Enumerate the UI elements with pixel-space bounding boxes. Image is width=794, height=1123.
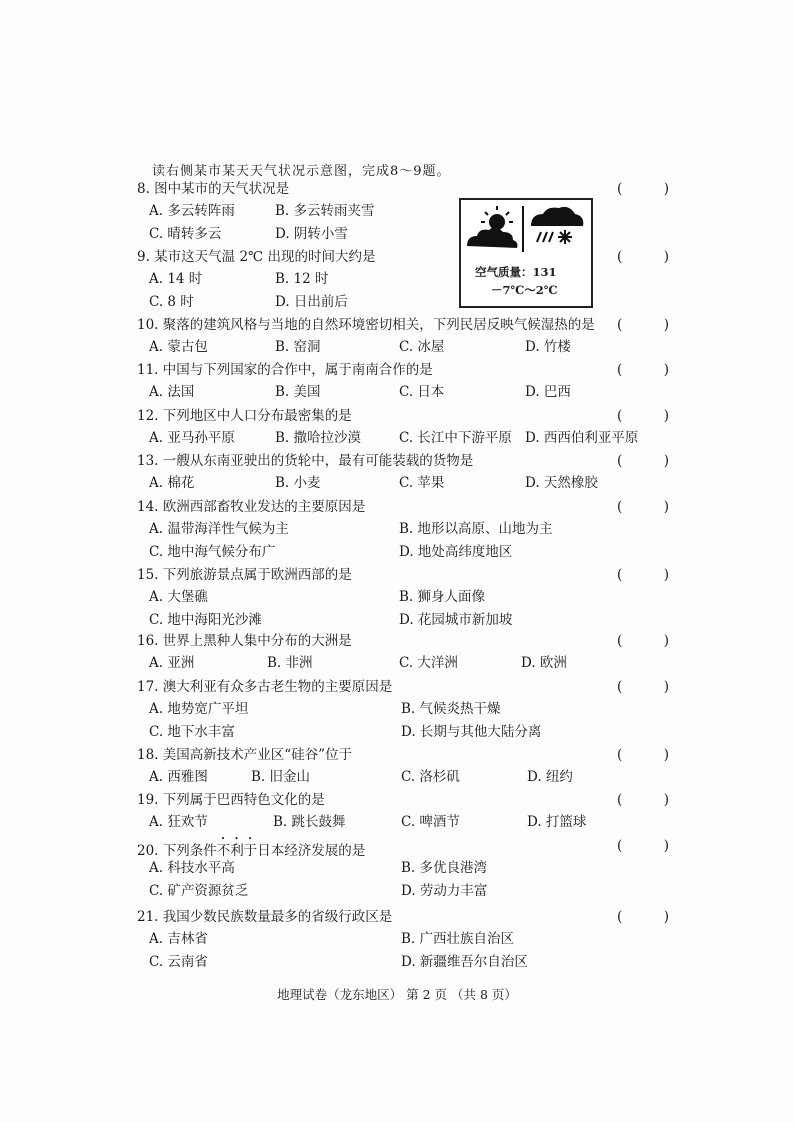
option-d: D. 天然橡胶 (525, 475, 598, 491)
answer-blank: ( ) (617, 408, 669, 424)
option-b: B. 地形以高原、山地为主 (399, 521, 553, 537)
option-c: C. 冰屋 (399, 339, 445, 355)
option-c: C. 晴转多云 (149, 226, 222, 242)
air-quality-label: 空气质量：131 (475, 265, 557, 279)
option-c: C. 云南省 (149, 954, 208, 970)
option-a: A. 亚马孙平原 (149, 430, 235, 446)
option-d: D. 劳动力丰富 (401, 883, 488, 899)
page-footer: 地理试卷（龙东地区） 第 2 页 （共 8 页） (277, 987, 517, 1002)
option-a: A. 棉花 (149, 475, 195, 491)
option-c: C. 长江中下游平原 (399, 430, 512, 446)
option-b: B. 非洲 (267, 655, 313, 671)
question-stem: 21. 我国少数民族数量最多的省级行政区是 (137, 909, 393, 925)
option-a: A. 大堡礁 (149, 589, 208, 605)
answer-blank: ( ) (617, 838, 669, 854)
option-b: B. 旧金山 (251, 769, 311, 785)
option-b: B. 12 时 (275, 271, 329, 287)
option-d: D. 纽约 (527, 769, 573, 785)
question-stem-post: 日本经济发展的是 (257, 843, 366, 859)
option-c: C. 地中海阳光沙滩 (149, 612, 262, 628)
option-a: A. 吉林省 (149, 931, 208, 947)
option-d: D. 日出前后 (275, 294, 348, 310)
answer-blank: ( ) (617, 633, 669, 649)
question-9 (137, 246, 677, 314)
answer-blank: ( ) (617, 909, 669, 925)
question-19 (137, 789, 677, 834)
option-b: B. 撒哈拉沙漠 (275, 430, 362, 446)
option-c: C. 地下水丰富 (149, 724, 235, 740)
question-20 (137, 835, 677, 903)
option-b: B. 跳长鼓舞 (273, 814, 346, 830)
option-b: B. 气候炎热干燥 (401, 701, 501, 717)
question-13 (137, 450, 677, 495)
question-stem: 18. 美国高新技术产业区“硅谷”位于 (137, 747, 353, 763)
question-stem: 13. 一艘从东南亚驶出的货轮中，最有可能装载的货物是 (137, 453, 474, 469)
option-d: D. 竹楼 (525, 339, 571, 355)
emphasized-words: 不利于 (216, 843, 258, 859)
option-d: D. 地处高纬度地区 (399, 544, 513, 560)
question-12 (137, 405, 677, 450)
question-stem: 19. 下列属于巴西特色文化的是 (137, 792, 325, 808)
option-a: A. 多云转阵雨 (149, 203, 235, 219)
option-d: D. 西西伯利亚平原 (525, 430, 639, 446)
question-15 (137, 564, 677, 632)
question-stem: 9. 某市这天气温 2℃ 出现的时间大约是 (137, 249, 376, 265)
option-c: C. 大洋洲 (399, 655, 458, 671)
question-stem: 15. 下列旅游景点属于欧洲西部的是 (137, 567, 352, 583)
option-a: A. 狂欢节 (149, 814, 208, 830)
option-c: C. 啤酒节 (401, 814, 460, 830)
question-11 (137, 359, 677, 404)
option-c: C. 洛杉矶 (401, 769, 460, 785)
option-b: B. 广西壮族自治区 (401, 931, 515, 947)
question-stem: 12. 下列地区中人口分布最密集的是 (137, 408, 352, 424)
option-b: B. 美国 (275, 384, 321, 400)
question-16 (137, 630, 677, 675)
option-d: D. 欧洲 (521, 655, 567, 671)
question-8 (137, 178, 677, 246)
option-d: D. 阴转小雪 (275, 226, 348, 242)
answer-blank: ( ) (617, 362, 669, 378)
question-18 (137, 744, 677, 789)
option-c: C. 日本 (399, 384, 445, 400)
option-b: B. 狮身人面像 (399, 589, 486, 605)
question-17 (137, 676, 677, 744)
option-c: C. 矿产资源贫乏 (149, 883, 249, 899)
option-a: A. 温带海洋性气候为主 (149, 521, 289, 537)
question-stem: 8. 图中某市的天气状况是 (137, 181, 290, 197)
intro-text: 读右侧某市某天天气状况示意图，完成8～9题。 (152, 164, 451, 179)
option-b: B. 多优良港湾 (401, 860, 488, 876)
option-a: A. 亚洲 (149, 655, 195, 671)
answer-blank: ( ) (617, 181, 669, 197)
option-c: C. 苹果 (399, 475, 445, 491)
question-14 (137, 496, 677, 564)
option-a: A. 科技水平高 (149, 860, 235, 876)
question-stem-pre: 20. 下列条件 (137, 843, 217, 859)
question-stem: 17. 澳大利亚有众多古老生物的主要原因是 (137, 679, 393, 695)
question-21 (137, 906, 677, 974)
option-b: B. 小麦 (275, 475, 321, 491)
option-d: D. 长期与其他大陆分离 (401, 724, 542, 740)
temperature-range: －7℃～2℃ (491, 283, 558, 297)
answer-blank: ( ) (617, 567, 669, 583)
option-a: A. 蒙古包 (149, 339, 208, 355)
option-b: B. 多云转雨夹雪 (275, 203, 375, 219)
option-d: D. 打篮球 (527, 814, 587, 830)
option-d: D. 巴西 (525, 384, 571, 400)
option-a: A. 地势宽广平坦 (149, 701, 249, 717)
answer-blank: ( ) (617, 747, 669, 763)
answer-blank: ( ) (617, 249, 669, 265)
option-c: C. 8 时 (149, 294, 194, 310)
answer-blank: ( ) (617, 679, 669, 695)
option-a: A. 西雅图 (149, 769, 208, 785)
answer-blank: ( ) (617, 317, 669, 333)
question-stem: 16. 世界上黑种人集中分布的大洲是 (137, 633, 352, 649)
question-10 (137, 314, 677, 359)
question-stem: 10. 聚落的建筑风格与当地的自然环境密切相关，下列民居反映气候湿热的是 (137, 317, 595, 333)
option-b: B. 窑洞 (275, 339, 321, 355)
answer-blank: ( ) (617, 453, 669, 469)
answer-blank: ( ) (617, 499, 669, 515)
option-a: A. 14 时 (149, 271, 203, 287)
option-a: A. 法国 (149, 384, 195, 400)
option-d: D. 花园城市新加坡 (399, 612, 513, 628)
option-c: C. 地中海气候分布广 (149, 544, 276, 560)
question-stem: 14. 欧洲西部畜牧业发达的主要原因是 (137, 499, 366, 515)
answer-blank: ( ) (617, 792, 669, 808)
question-stem: 11. 中国与下列国家的合作中，属于南南合作的是 (137, 362, 433, 378)
option-d: D. 新疆维吾尔自治区 (401, 954, 528, 970)
